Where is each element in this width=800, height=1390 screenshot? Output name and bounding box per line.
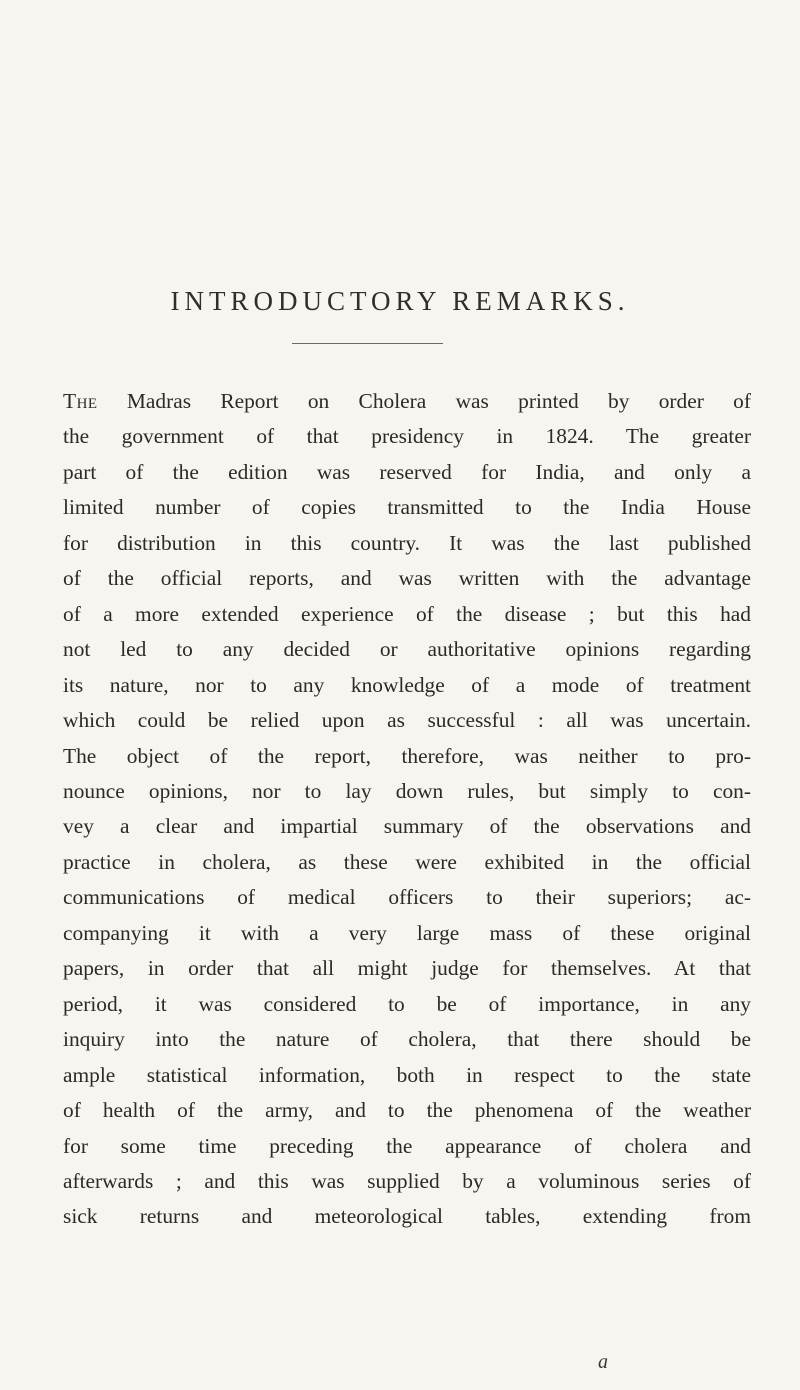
text-line: which could be relied upon as successful : all was uncertain. bbox=[63, 708, 751, 733]
text-line: not led to any decided or authoritative opinions regarding bbox=[63, 637, 751, 662]
text-line: sick returns and meteorological tables, extending from bbox=[63, 1204, 751, 1229]
text-line bbox=[63, 384, 751, 419]
text-line: the government of that presidency in 1824. The greater bbox=[63, 424, 751, 449]
text-line: of a more extended experience of the disease ; but this had bbox=[63, 601, 751, 626]
text-line: nounce opinions, nor to lay down rules, but simply to con- bbox=[63, 778, 751, 803]
first-word: The bbox=[63, 389, 98, 413]
heading-rule bbox=[292, 343, 443, 344]
text-line: its nature, nor to any knowledge of a mode of treatment bbox=[63, 672, 751, 697]
text-line: vey a clear and impartial summary of the observations and bbox=[63, 814, 751, 839]
text-line: practice in cholera, as these were exhibited in the official bbox=[63, 849, 751, 874]
text-line: period, it was considered to be of importance, in any bbox=[63, 991, 751, 1016]
body-paragraph bbox=[63, 384, 751, 1235]
text-line: part of the edition was reserved for India, and only a bbox=[63, 459, 751, 484]
text-line: for some time preceding the appearance of cholera and bbox=[63, 1133, 751, 1158]
text-line: for distribution in this country. It was the last published bbox=[63, 530, 751, 555]
text-line: inquiry into the nature of cholera, that there should be bbox=[63, 1027, 751, 1052]
text-line: afterwards ; and this was supplied by a voluminous series of bbox=[63, 1168, 751, 1193]
text-line: of the official reports, and was written with the advantage bbox=[63, 566, 751, 591]
text-line: limited number of copies transmitted to the India House bbox=[63, 495, 751, 520]
text-line: The object of the report, therefore, was neither to pro- bbox=[63, 743, 751, 768]
text-line: papers, in order that all might judge for themselves. At that bbox=[63, 956, 751, 981]
signature-mark: a bbox=[598, 1351, 608, 1373]
text-line: communications of medical officers to their superiors; ac- bbox=[63, 885, 751, 910]
text-line: companying it with a very large mass of these original bbox=[63, 920, 751, 945]
text-line-content: Madras Report on Cholera was printed by order of bbox=[126, 389, 751, 413]
text-line: ample statistical information, both in respect to the state bbox=[63, 1062, 751, 1087]
text-line: of health of the army, and to the phenomena of the weather bbox=[63, 1098, 751, 1123]
page-heading: INTRODUCTORY REMARKS. bbox=[170, 286, 630, 316]
